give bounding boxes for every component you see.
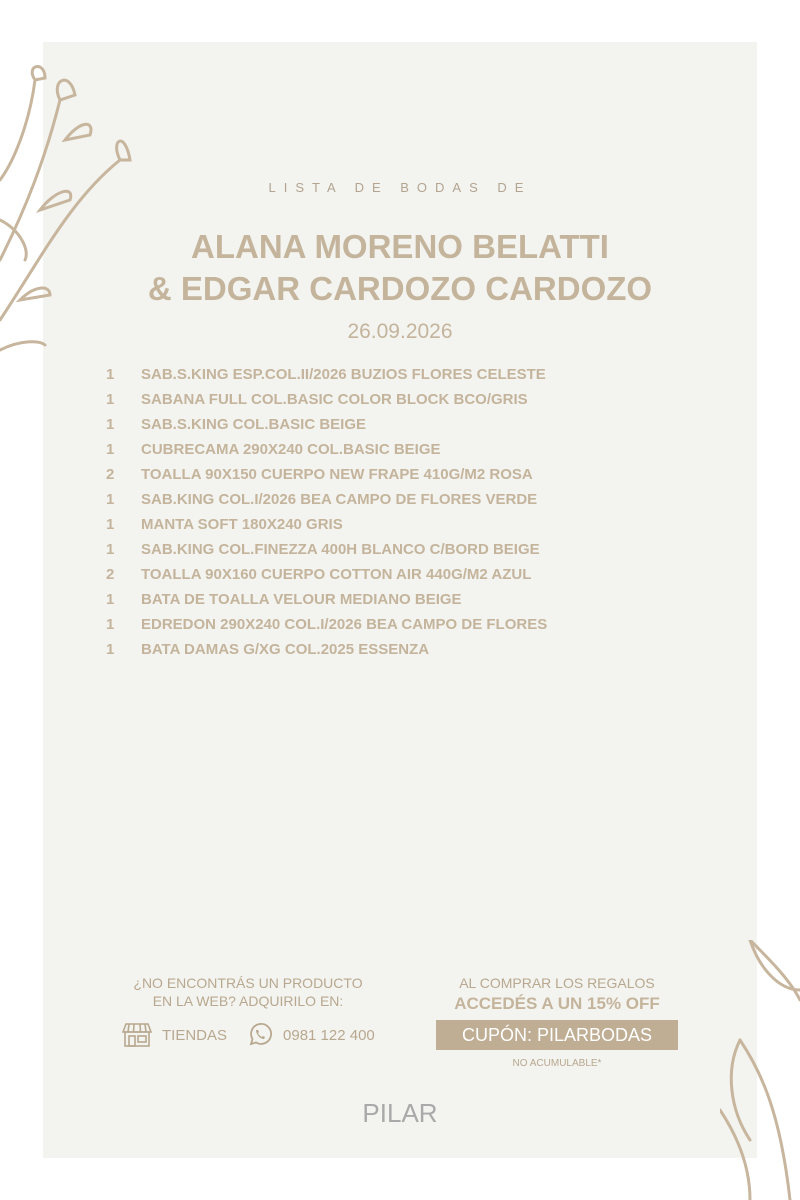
leaf-branch-icon [0, 60, 140, 360]
names-line-2: & EDGAR CARDOZO CARDOZO [147, 270, 653, 307]
list-item [106, 487, 726, 512]
list-item [106, 412, 726, 437]
not-found-line-2: EN LA WEB? ADQUIRILO EN: [152, 993, 344, 1009]
item-desc: BATA DE TOALLA VELOUR MEDIANO BEIGE [141, 591, 462, 608]
brand-logo: PILAR [362, 1098, 438, 1128]
fine-print: NO ACUMULABLE* [512, 1058, 602, 1069]
store-icon [122, 1022, 152, 1048]
list-item [106, 612, 726, 637]
whatsapp-icon [247, 1022, 273, 1048]
item-desc: CUBRECAMA 290X240 COL.BASIC BEIGE [141, 441, 441, 458]
item-desc: TOALLA 90X160 CUERPO COTTON AIR 440G/M2 AZUL [141, 566, 532, 583]
item-desc: SAB.S.KING ESP.COL.II/2026 BUZIOS FLORES CELESTE [141, 366, 546, 383]
not-found-info [108, 974, 388, 1010]
item-desc: SABANA FULL COL.BASIC COLOR BLOCK BCO/GRIS [141, 391, 528, 408]
item-qty: 2 [106, 566, 115, 583]
list-item [106, 637, 726, 662]
item-desc: BATA DAMAS G/XG COL.2025 ESSENZA [141, 641, 430, 658]
item-qty: 1 [106, 541, 115, 558]
names-line-1: ALANA MORENO BELATTI [191, 228, 609, 265]
list-item [106, 537, 726, 562]
not-found-line-1: ¿NO ENCONTRÁS UN PRODUCTO [133, 975, 363, 991]
list-item [106, 387, 726, 412]
item-desc: SAB.S.KING COL.BASIC BEIGE [141, 416, 367, 433]
item-desc: EDREDON 290X240 COL.I/2026 BEA CAMPO DE FLORES [141, 616, 548, 633]
item-qty: 1 [106, 516, 115, 533]
item-qty: 1 [106, 441, 115, 458]
item-desc: SAB.KING COL.FINEZZA 400H BLANCO C/BORD BEIGE [141, 541, 540, 558]
gift-list [106, 362, 726, 662]
item-qty: 1 [106, 616, 115, 633]
item-qty: 1 [106, 491, 115, 508]
item-desc: MANTA SOFT 180X240 GRIS [141, 516, 343, 533]
list-eyebrow: LISTA DE BODAS DE [268, 180, 532, 195]
list-item [106, 587, 726, 612]
leaf-branch-icon [720, 940, 800, 1200]
promo-block [436, 974, 678, 1069]
list-item [106, 462, 726, 487]
item-qty: 1 [106, 416, 115, 433]
promo-discount: ACCEDÉS A UN 15% OFF [454, 994, 660, 1013]
list-item [106, 512, 726, 537]
item-desc: TOALLA 90X150 CUERPO NEW FRAPE 410G/M2 ROSA [141, 466, 533, 483]
contact-row [122, 1020, 375, 1050]
list-item [106, 562, 726, 587]
promo-line: AL COMPRAR LOS REGALOS [459, 975, 655, 991]
item-desc: SAB.KING COL.I/2026 BEA CAMPO DE FLORES VERDE [141, 491, 538, 508]
item-qty: 1 [106, 641, 115, 658]
stores-link[interactable]: TIENDAS [162, 1026, 228, 1044]
item-qty: 1 [106, 366, 115, 383]
item-qty: 1 [106, 591, 115, 608]
wedding-date: 26.09.2026 [347, 320, 453, 343]
couple-names [0, 226, 800, 310]
phone-number[interactable]: 0981 122 400 [283, 1026, 375, 1044]
coupon-code: CUPÓN: PILARBODAS [436, 1020, 678, 1050]
list-item [106, 437, 726, 462]
list-item [106, 362, 726, 387]
item-qty: 1 [106, 391, 115, 408]
item-qty: 2 [106, 466, 115, 483]
